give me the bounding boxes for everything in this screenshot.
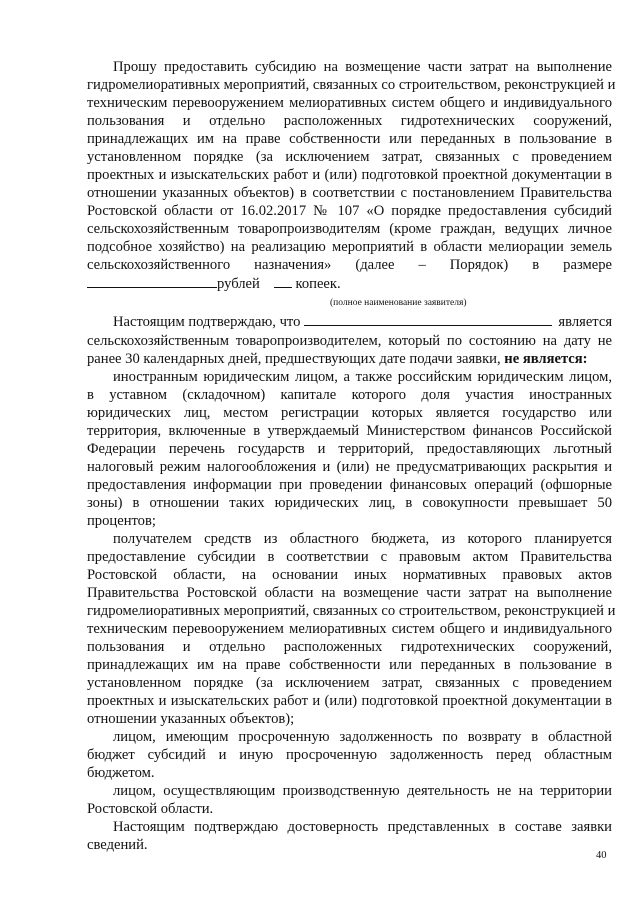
amount-kopecks-field[interactable] xyxy=(274,274,292,288)
outside-region-line: Ростовской области. xyxy=(87,801,214,817)
subsidy-request-line: пользования и отдельно расположенных гидротехнических сооружений, xyxy=(87,113,612,129)
subsidy-request-line: гидромелиоративных мероприятий, связанных со строительством, реконструкцией и xyxy=(87,77,616,93)
subsidy-request-line: сельскохозяйственным товаропроизводителям (кроме граждан, ведущих личное xyxy=(87,221,612,237)
kopecks-label: копеек. xyxy=(295,276,341,292)
budget-recipient-line: проектных и изыскательских работ и (или) подготовкой проектной документации в xyxy=(87,693,612,709)
subsidy-request-line: подсобное хозяйство) на реализацию мероприятий в области мелиорации земель xyxy=(87,239,612,255)
subsidy-request-line: принадлежащих им на праве собственности или переданных в пользование в xyxy=(87,131,612,147)
budget-recipient-line: Ростовской области, на основании иных нормативных правовых актов xyxy=(87,567,612,583)
deadline-text: ранее 30 календарных дней, предшествующих дате подачи заявки, xyxy=(87,351,501,367)
confirmation-line: Настоящим подтверждаю достоверность представленных в составе заявки xyxy=(113,819,612,835)
not-is-bold: не является: xyxy=(504,351,588,367)
amount-line xyxy=(87,274,612,292)
foreign-entity-line: в уставном (складочном) капитале которого доля участия иностранных xyxy=(87,387,612,403)
subsidy-request-line: установленном порядке (за исключением затрат, связанных с проведением xyxy=(87,149,612,165)
applicant-name-caption: (полное наименование заявителя) xyxy=(330,298,467,308)
budget-recipient-line: гидромелиоративных мероприятий, связанных со строительством, реконструкцией и xyxy=(87,603,616,619)
budget-recipient-line: отношении указанных объектов); xyxy=(87,711,295,727)
foreign-entity-line: территория, включенные в утверждаемый Министерством финансов Российской xyxy=(87,423,612,439)
subsidy-request-line: проектных и изыскательских работ и (или) подготовкой проектной документации в xyxy=(87,167,612,183)
subsidy-request-line: техническим перевооружением мелиоративных систем общего и индивидуального xyxy=(87,95,612,111)
budget-recipient-line: получателем средств из областного бюджета, из которого планируется xyxy=(113,531,612,547)
amount-rubles-field[interactable] xyxy=(87,274,217,288)
foreign-entity-line: Федерации перечень государств и территорий, предоставляющих льготный xyxy=(87,441,612,457)
subsidy-request-line: Ростовской области от 16.02.2017 № 107 «О порядке предоставления субсидий xyxy=(87,203,612,219)
foreign-entity-line: предоставления информации при проведении финансовых операций (офшорные xyxy=(87,477,612,493)
subsidy-request-line: сельскохозяйственного назначения» (далее – Порядок) в размере xyxy=(87,257,612,273)
budget-recipient-line: техническим перевооружением мелиоративных систем общего и индивидуального xyxy=(87,621,612,637)
subsidy-request-line: отношении указанных объектов) в соответствии с постановлением Правительства xyxy=(87,185,612,201)
overdue-debt-line: бюджет субсидий и иную просроченную задолженность перед областным xyxy=(87,747,612,763)
page-number: 40 xyxy=(596,850,607,861)
budget-recipient-line: принадлежащих им на праве собственности или переданных в пользование в xyxy=(87,657,612,673)
confirm-end: является xyxy=(558,314,613,330)
subsidy-request-line: Прошу предоставить субсидию на возмещение части затрат на выполнение xyxy=(113,59,612,75)
budget-recipient-line: Правительства Ростовской области на возмещение части затрат на выполнение xyxy=(87,585,612,601)
foreign-entity-line: юридических лиц, местом регистрации которых является государство или xyxy=(87,405,612,421)
budget-recipient-line: установленном порядке (за исключением затрат, связанных с проведением xyxy=(87,675,612,691)
producer-status-line: сельскохозяйственным товаропроизводителем, который по состоянию на дату не xyxy=(87,333,612,349)
confirm-start: Настоящим подтверждаю, что xyxy=(113,314,301,330)
rubles-label: рублей xyxy=(217,276,260,292)
overdue-debt-line: бюджетом. xyxy=(87,765,155,781)
foreign-entity-line: налоговый режим налогообложения и (или) не предусматривающих раскрытия и xyxy=(87,459,612,475)
applicant-name-field[interactable] xyxy=(304,312,552,326)
confirmation-line: сведений. xyxy=(87,837,148,853)
budget-recipient-line: пользования и отдельно расположенных гидротехнических сооружений, xyxy=(87,639,612,655)
producer-status-line xyxy=(87,350,612,368)
foreign-entity-line: иностранным юридическим лицом, а также российским юридическим лицом, xyxy=(113,369,612,385)
foreign-entity-line: процентов; xyxy=(87,513,156,529)
confirm-line xyxy=(113,312,612,330)
budget-recipient-line: предоставление субсидии в соответствии с правовым актом Правительства xyxy=(87,549,612,565)
overdue-debt-line: лицом, имеющим просроченную задолженность по возврату в областной xyxy=(113,729,612,745)
foreign-entity-line: зоны) в отношении таких юридических лиц, в совокупности превышает 50 xyxy=(87,495,612,511)
outside-region-line: лицом, осуществляющим производственную деятельность не на территории xyxy=(113,783,612,799)
